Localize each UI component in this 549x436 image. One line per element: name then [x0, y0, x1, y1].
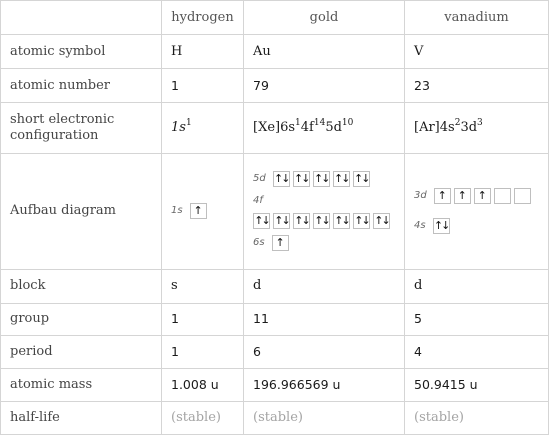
vanadium-half-life: (stable)	[405, 401, 549, 434]
label-half-life: half-life	[1, 401, 162, 434]
orbital-box: ↑	[434, 188, 451, 204]
row-group	[1, 303, 549, 335]
row-atomic-number	[1, 69, 549, 103]
row-aufbau-diagram	[1, 154, 549, 269]
vanadium-configuration	[405, 103, 549, 154]
vanadium-subshell-label: 4s	[414, 220, 426, 232]
hydrogen-half-life: (stable)	[162, 401, 244, 434]
orbital-box: ↑	[272, 235, 289, 251]
hydrogen-group: 1	[162, 303, 244, 335]
header-empty	[1, 1, 162, 35]
gold-s-orbital: 6s	[280, 120, 296, 136]
orbital-box: ↑	[474, 188, 491, 204]
label-aufbau-diagram: Aufbau diagram	[1, 154, 162, 269]
vanadium-d-count: 3	[477, 117, 483, 128]
hydrogen-aufbau	[162, 154, 244, 269]
gold-aufbau-diagram	[253, 171, 395, 251]
hydrogen-orbital: 1s	[171, 120, 186, 136]
vanadium-subshell-3d	[414, 188, 539, 204]
label-period: period	[1, 335, 162, 368]
gold-f-orbital: 4f	[300, 120, 314, 136]
hydrogen-configuration	[162, 103, 244, 154]
gold-subshell-label: 5d	[253, 173, 266, 185]
vanadium-subshell-4s	[414, 218, 539, 234]
vanadium-s-orbital: 4s	[439, 120, 455, 136]
gold-mass: 196.966569 u	[244, 368, 405, 401]
hydrogen-period: 1	[162, 335, 244, 368]
gold-symbol: Au	[244, 35, 405, 69]
orbital-box: ↑↓	[374, 214, 389, 228]
gold-d-orbital: 5d	[325, 120, 342, 136]
gold-subshell-6s	[253, 235, 395, 251]
gold-number: 79	[244, 69, 405, 103]
hydrogen-mass: 1.008 u	[162, 368, 244, 401]
orbital-box: ↑↓	[354, 172, 369, 186]
gold-core: [Xe]	[253, 120, 281, 136]
orbital-box: ↑↓	[314, 172, 329, 186]
vanadium-aufbau-diagram	[414, 188, 539, 234]
row-atomic-mass	[1, 368, 549, 401]
gold-s-count: 1	[295, 117, 301, 128]
vanadium-s-count: 2	[454, 117, 461, 128]
row-period	[1, 335, 549, 368]
hydrogen-subshell-1s	[171, 203, 207, 219]
hydrogen-subshell-label: 1s	[171, 205, 183, 217]
orbital-box: ↑	[190, 203, 207, 219]
vanadium-block: d	[405, 269, 549, 303]
header-hydrogen: hydrogen	[162, 1, 244, 35]
orbital-box: ↑↓	[294, 172, 309, 186]
label-electronic-configuration: short electronic configuration	[1, 103, 162, 154]
hydrogen-symbol: H	[162, 35, 244, 69]
orbital-box: ↑↓	[254, 214, 269, 228]
label-block: block	[1, 269, 162, 303]
hydrogen-aufbau-diagram	[171, 203, 234, 219]
orbital-box: ↑↓	[274, 214, 289, 228]
vanadium-period: 4	[405, 335, 549, 368]
orbital-box: ↑↓	[274, 172, 289, 186]
gold-aufbau	[244, 154, 405, 269]
gold-subshell-label: 6s	[253, 237, 265, 249]
orbital-box: ↑↓	[334, 214, 349, 228]
gold-subshell-label: 4f	[253, 195, 263, 207]
row-block	[1, 269, 549, 303]
label-atomic-symbol: atomic symbol	[1, 35, 162, 69]
gold-f-count: 14	[313, 117, 326, 128]
vanadium-mass: 50.9415 u	[405, 368, 549, 401]
gold-configuration	[244, 103, 405, 154]
vanadium-aufbau	[405, 154, 549, 269]
label-atomic-number: atomic number	[1, 69, 162, 103]
orbital-box	[514, 188, 531, 204]
label-group: group	[1, 303, 162, 335]
gold-subshell-4f	[253, 193, 395, 229]
vanadium-core: [Ar]	[414, 120, 440, 136]
vanadium-subshell-label: 3d	[414, 190, 427, 202]
gold-half-life: (stable)	[244, 401, 405, 434]
vanadium-symbol: V	[405, 35, 549, 69]
vanadium-number: 23	[405, 69, 549, 103]
header-row	[1, 1, 549, 35]
gold-period: 6	[244, 335, 405, 368]
label-atomic-mass: atomic mass	[1, 368, 162, 401]
orbital-box: ↑↓	[314, 214, 329, 228]
hydrogen-block: s	[162, 269, 244, 303]
row-half-life	[1, 401, 549, 434]
vanadium-d-orbital: 3d	[460, 120, 478, 136]
gold-block: d	[244, 269, 405, 303]
orbital-box: ↑↓	[433, 219, 449, 233]
header-vanadium: vanadium	[405, 1, 549, 35]
orbital-box: ↑	[454, 188, 471, 204]
gold-group: 11	[244, 303, 405, 335]
row-electronic-configuration	[1, 103, 549, 154]
row-atomic-symbol	[1, 35, 549, 69]
vanadium-group: 5	[405, 303, 549, 335]
orbital-box: ↑↓	[294, 214, 309, 228]
orbital-box: ↑↓	[354, 214, 369, 228]
gold-d-count: 10	[341, 117, 354, 128]
hydrogen-orbital-count: 1	[185, 117, 192, 128]
orbital-box	[494, 188, 511, 204]
header-gold: gold	[244, 1, 405, 35]
hydrogen-number: 1	[162, 69, 244, 103]
orbital-box: ↑↓	[334, 172, 349, 186]
gold-subshell-5d	[253, 171, 395, 187]
